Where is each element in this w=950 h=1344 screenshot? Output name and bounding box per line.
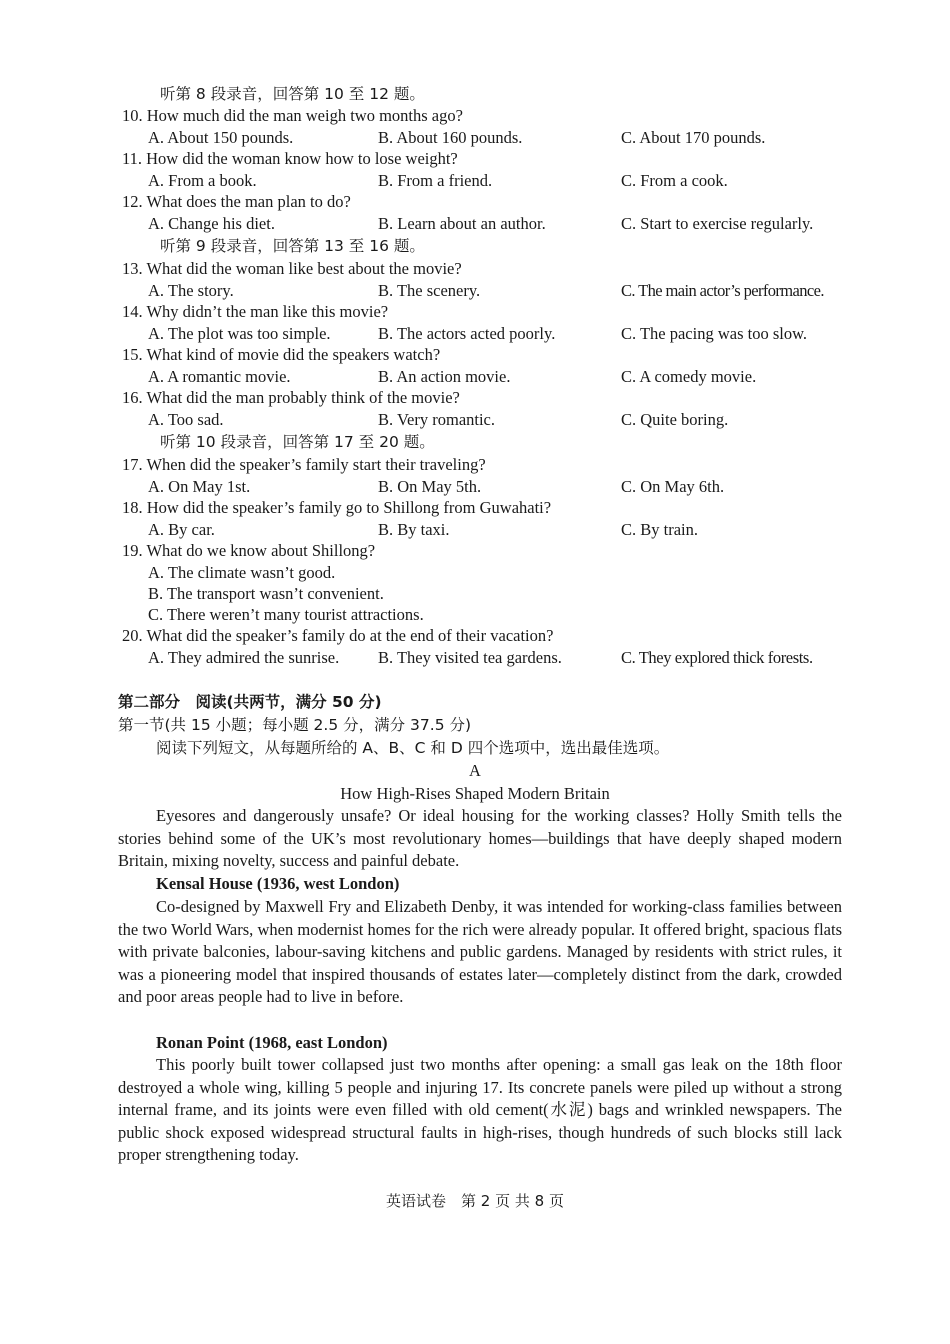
q14-option-b: B. The actors acted poorly. [378, 324, 556, 343]
q17-option-b: B. On May 5th. [378, 477, 482, 496]
question-20: 20. What did the speaker’s family do at the end of their vacation? [122, 626, 554, 645]
q11-option-a: A. From a book. [148, 171, 257, 190]
kensal-house-paragraph: Co-designed by Maxwell Fry and Elizabeth Denby, it was intended for working-class families between the two World Wars, when modernist homes for the rich were already popular. It offered bright, spacious flats with private balconies, labour-saving kitchens and public gardens. Managed by residents with strict rules, it was a pioneering model that inspired thousands of estates later—completely distinct from the dark, crowded and poor areas people had to live in before. [118, 897, 842, 1007]
question-14: 14. Why didn’t the man like this movie? [122, 302, 389, 321]
question-19: 19. What do we know about Shillong? [122, 541, 376, 560]
q12-option-c: C. Start to exercise regularly. [621, 214, 814, 233]
q17-option-c: C. On May 6th. [621, 477, 725, 496]
section-10-instruction: 听第 10 段录音，回答第 17 至 20 题。 [160, 433, 435, 451]
q16-option-b: B. Very romantic. [378, 410, 496, 429]
question-10: 10. How much did the man weigh two months ago? [122, 106, 463, 125]
question-15: 15. What kind of movie did the speakers watch? [122, 345, 441, 364]
passage-label: A [469, 761, 481, 780]
q19-option-c: C. There weren’t many tourist attractions. [148, 605, 424, 624]
section-8-instruction: 听第 8 段录音，回答第 10 至 12 题。 [160, 85, 425, 103]
q12-option-a: A. Change his diet. [148, 214, 275, 233]
part-two-title: 第二部分 阅读(共两节，满分 50 分) [118, 693, 382, 711]
q13-option-a: A. The story. [148, 281, 234, 300]
q11-option-c: C. From a cook. [621, 171, 728, 190]
q16-option-a: A. Too sad. [148, 410, 224, 429]
q20-option-b: B. They visited tea gardens. [378, 648, 562, 667]
q14-option-c: C. The pacing was too slow. [621, 324, 808, 343]
q10-option-a: A. About 150 pounds. [148, 128, 294, 147]
q15-option-b: B. An action movie. [378, 367, 511, 386]
ronan-point-paragraph: This poorly built tower collapsed just two months after opening: a small gas leak on the 18th floor destroyed a whole wing, killing 5 people and injuring 17. Its concrete panels were piled up without a strong internal frame, and its joints were even filled with old cement(水泥) bags and wrinkled newspapers. The public shock exposed widespread structural faults in high-rises, though hundreds of such blocks still lack proper strengthening today. [118, 1055, 842, 1165]
q14-option-a: A. The plot was too simple. [148, 324, 331, 343]
q13-option-c: C. The main actor’s performance. [621, 281, 824, 300]
passage-title: How High-Rises Shaped Modern Britain [340, 784, 610, 803]
q18-option-a: A. By car. [148, 520, 215, 539]
question-13: 13. What did the woman like best about the movie? [122, 259, 462, 278]
q11-option-b: B. From a friend. [378, 171, 493, 190]
page-footer: 英语试卷 第 2 页 共 8 页 [386, 1192, 564, 1210]
q13-option-b: B. The scenery. [378, 281, 481, 300]
question-12: 12. What does the man plan to do? [122, 192, 351, 211]
question-17: 17. When did the speaker’s family start their traveling? [122, 455, 486, 474]
q17-option-a: A. On May 1st. [148, 477, 251, 496]
q19-option-b: B. The transport wasn’t convenient. [148, 584, 384, 603]
q19-option-a: A. The climate wasn’t good. [148, 563, 336, 582]
q10-option-c: C. About 170 pounds. [621, 128, 766, 147]
question-18: 18. How did the speaker’s family go to Shillong from Guwahati? [122, 498, 552, 517]
reading-instruction: 阅读下列短文，从每题所给的 A、B、C 和 D 四个选项中，选出最佳选项。 [156, 739, 670, 757]
q18-option-c: C. By train. [621, 520, 698, 539]
q20-option-a: A. They admired the sunrise. [148, 648, 340, 667]
kensal-house-heading: Kensal House (1936, west London) [156, 874, 400, 893]
ronan-point-heading: Ronan Point (1968, east London) [156, 1033, 388, 1052]
q18-option-b: B. By taxi. [378, 520, 450, 539]
passage-intro: Eyesores and dangerously unsafe? Or ideal housing for the working classes? Holly Smith tells the stories behind some of the UK’s most revolutionary homes—buildings that have deeply shaped modern Britain, mixing novelty, success and painful debate. [118, 806, 842, 871]
q15-option-a: A. A romantic movie. [148, 367, 291, 386]
q20-option-c: C. They explored thick forests. [621, 648, 813, 667]
section-one-title: 第一节(共 15 小题；每小题 2.5 分，满分 37.5 分) [118, 716, 472, 734]
section-9-instruction: 听第 9 段录音，回答第 13 至 16 题。 [160, 237, 425, 255]
q12-option-b: B. Learn about an author. [378, 214, 546, 233]
q15-option-c: C. A comedy movie. [621, 367, 757, 386]
question-11: 11. How did the woman know how to lose weight? [122, 149, 458, 168]
question-16: 16. What did the man probably think of the movie? [122, 388, 460, 407]
q16-option-c: C. Quite boring. [621, 410, 729, 429]
q10-option-b: B. About 160 pounds. [378, 128, 523, 147]
